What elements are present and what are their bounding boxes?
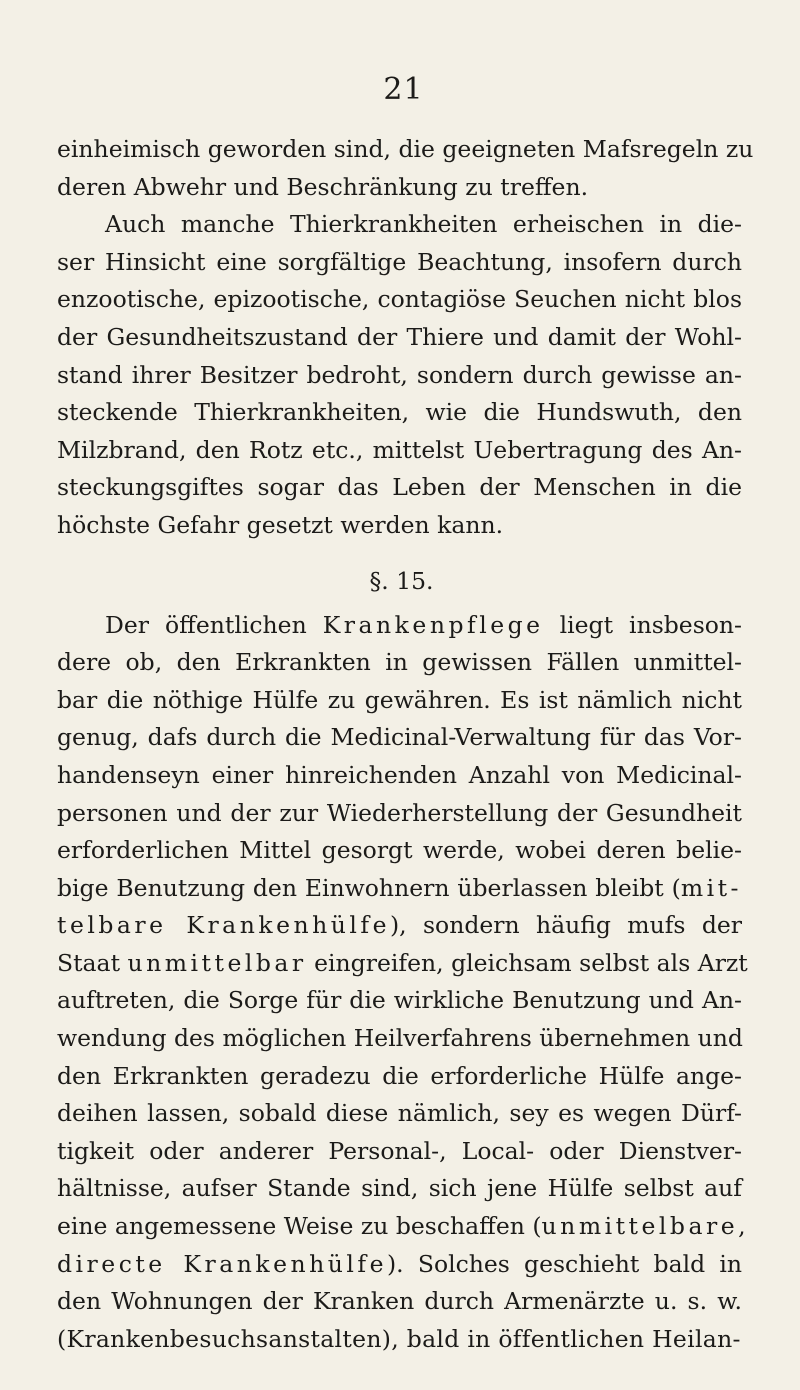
text-line: [57, 907, 742, 945]
text-segment: eine angemessene Weise zu beschaffen (: [57, 1212, 542, 1241]
text-line: ser Hinsicht eine sorgfältige Beachtung, insofern durch: [57, 247, 742, 276]
text-segment: deihen lassen, sobald diese nämlich, sey es wegen Dürf-: [57, 1099, 742, 1128]
text-line: [57, 757, 742, 795]
text-segment: Der öffentlichen: [105, 610, 323, 639]
text-line: Auch manche Thierkrankheiten erheischen in die-: [105, 210, 742, 239]
emphasized-text: directe Krankenhülfe: [57, 1249, 388, 1278]
text-line: [57, 945, 748, 983]
text-line: steckungsgiftes sogar das Leben der Menschen in die: [57, 473, 742, 502]
text-segment: handenseyn einer hinreichenden Anzahl von Medicinal-: [57, 760, 742, 789]
emphasized-text: telbare Krankenhülfe: [57, 911, 391, 940]
text-segment: genug, dafs durch die Medicinal-Verwaltung für das Vor-: [57, 723, 742, 752]
text-line: [57, 719, 742, 757]
text-segment: dere ob, den Erkrankten in gewissen Fällen unmittel-: [57, 648, 742, 677]
emphasized-text: Krankenpflege: [322, 610, 544, 639]
text-segment: ). Solches geschieht bald in: [387, 1249, 742, 1278]
text-segment: liegt insbeson-: [543, 610, 742, 639]
text-line: [57, 1058, 742, 1096]
text-segment: (Krankenbesuchsanstalten), bald in öffentlichen Heilan-: [57, 1324, 741, 1353]
text-line: der Gesundheitszustand der Thiere und damit der Wohl-: [57, 322, 742, 351]
text-line: [57, 1095, 742, 1133]
text-segment: Staat: [57, 948, 128, 977]
text-line: [57, 1208, 750, 1246]
text-segment: erforderlichen Mittel gesorgt werde, wobei deren belie-: [57, 836, 742, 865]
text-segment: ), sondern häufig mufs der: [390, 911, 743, 940]
text-segment: eingreifen, gleichsam selbst als Arzt: [306, 948, 748, 977]
emphasized-text: mit-: [680, 873, 742, 902]
text-segment: personen und der zur Wiederherstellung der Gesundheit: [57, 798, 742, 827]
text-line: [57, 644, 742, 682]
text-line: steckende Thierkrankheiten, wie die Hundswuth, den: [57, 398, 742, 427]
paragraph-2: [57, 206, 742, 544]
text-line: Milzbrand, den Rotz etc., mittelst Uebertragung des An-: [57, 435, 742, 464]
text-segment: bar die nöthige Hülfe zu gewähren. Es ist nämlich nicht: [57, 685, 742, 714]
section-paragraph: [57, 607, 750, 1359]
text-segment: wendung des möglichen Heilverfahrens übernehmen und: [57, 1024, 743, 1053]
text-line: höchste Gefahr gesetzt werden kann.: [57, 510, 504, 539]
text-line: [57, 1170, 742, 1208]
text-line: [57, 1133, 742, 1171]
text-line: [57, 1283, 742, 1321]
page-number: 21: [383, 72, 424, 107]
text-line: [57, 1246, 742, 1284]
text-line: [57, 982, 742, 1020]
text-line: deren Abwehr und Beschränkung zu treffen.: [57, 172, 589, 201]
text-line: enzootische, epizootische, contagiöse Seuchen nicht blos: [57, 285, 742, 314]
text-line: [57, 1020, 742, 1058]
text-line: [57, 607, 742, 645]
section-heading: §. 15.: [369, 566, 434, 595]
text-segment: den Erkrankten geradezu die erforderliche Hülfe ange-: [57, 1061, 742, 1090]
text-segment: auftreten, die Sorge für die wirkliche Benutzung und An-: [57, 986, 742, 1015]
text-line: einheimisch geworden sind, die geeigneten Mafsregeln zu: [57, 135, 754, 163]
text-line: stand ihrer Besitzer bedroht, sondern durch gewisse an-: [57, 360, 742, 389]
text-line: [57, 795, 742, 833]
text-segment: tigkeit oder anderer Personal-, Local- oder Dienstver-: [57, 1136, 742, 1165]
text-segment: den Wohnungen der Kranken durch Armenärzte u. s. w.: [57, 1287, 742, 1316]
emphasized-text: unmittelbare,: [541, 1212, 750, 1241]
text-segment: bige Benutzung den Einwohnern überlassen bleibt (: [57, 873, 681, 902]
emphasized-text: unmittelbar: [127, 948, 307, 977]
paragraph-1: [57, 131, 754, 206]
text-line: [57, 832, 742, 870]
text-line: [57, 682, 742, 720]
text-line: [57, 870, 742, 908]
text-segment: hältnisse, aufser Stande sind, sich jene Hülfe selbst auf: [57, 1174, 742, 1203]
text-line: [57, 1321, 742, 1359]
